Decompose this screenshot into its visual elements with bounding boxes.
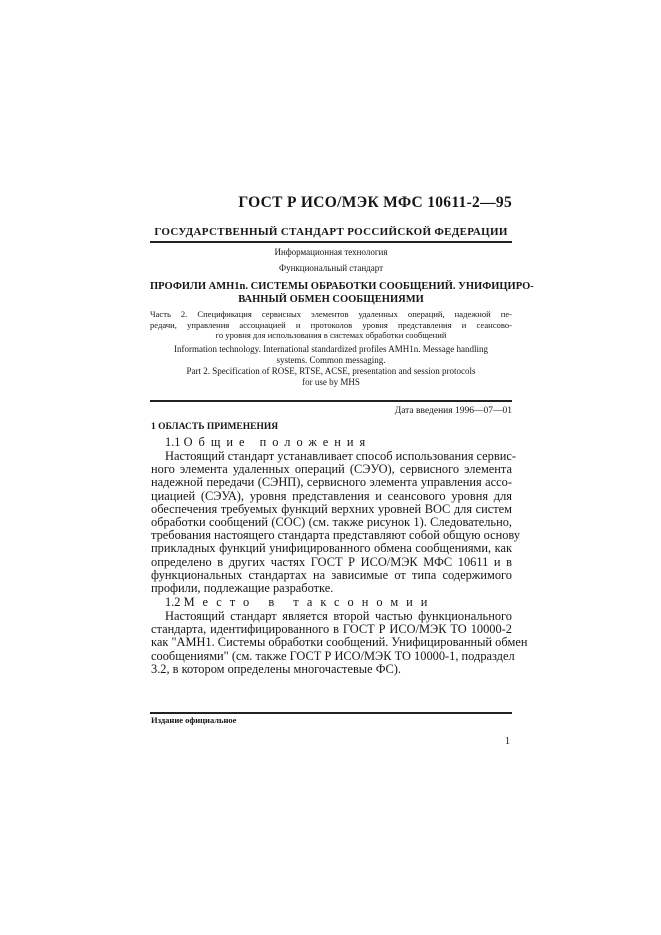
paragraph-line: функциональных стандартах на зависимые от типа содержимого xyxy=(151,567,512,582)
subsection-title: Общие положения xyxy=(183,435,372,449)
paragraph-line: как "АМН1. Системы обработки сообщений. Унифицированный обмен xyxy=(151,635,528,650)
field-label: Информационная технология xyxy=(274,247,388,257)
subsection-heading xyxy=(165,596,435,610)
subsection-title: Место в таксономии xyxy=(183,595,436,609)
paragraph-line: циацией (СЭУА), уровня представления и сеансового уровня для xyxy=(151,488,512,503)
paragraph-line: 3.2, в котором определены многочастевые ФС). xyxy=(151,661,402,676)
subsection-heading xyxy=(165,436,371,450)
section-heading: 1 ОБЛАСТЬ ПРИМЕНЕНИЯ xyxy=(151,422,279,432)
paragraph-line: надежной передачи (СЭНП), сервисного элемента управления ассо- xyxy=(151,475,512,490)
standard-designation: ГОСТ Р ИСО/МЭК МФС 10611-2—95 xyxy=(238,194,512,211)
subsection-number: 1.2 xyxy=(165,595,181,609)
paragraph-line: ного элемента удаленных операций (СЭУО), сервисного элемента xyxy=(151,462,512,477)
page-number: 1 xyxy=(505,736,510,747)
english-line: for use by MHS xyxy=(302,377,360,387)
paragraph-line: сообщениями" (см. также ГОСТ Р ИСО/МЭК ТО 10000-1, подраздел xyxy=(151,648,515,663)
paragraph-line: обеспечения требуемых функций верхних уровней ВОС для систем xyxy=(151,501,512,516)
part-line: го уровня для использования в системах обработки сообщений xyxy=(215,330,447,340)
kind-label: Функциональный стандарт xyxy=(278,263,384,273)
english-line: Part 2. Specification of ROSE, RTSE, ACSE, presentation and session protocols xyxy=(186,366,476,376)
paragraph-line: обработки сообщений (СОС) (см. также рисунок 1). Следовательно, xyxy=(151,515,512,529)
part-line: Часть 2. Спецификация сервисных элементов удаленных операций, надежной пе- xyxy=(150,309,512,319)
paragraph-line: Настоящий стандарт является второй частью функционального xyxy=(165,609,512,623)
subsection-number: 1.1 xyxy=(165,435,181,449)
english-line: Information technology. International standardized profiles AMH1n. Message handling xyxy=(173,344,489,354)
paragraph-line: определено в других частях ГОСТ Р ИСО/МЭК МФС 10611 и в xyxy=(151,554,512,569)
title-line: ПРОФИЛИ АМН1n. СИСТЕМЫ ОБРАБОТКИ СООБЩЕНИЙ. УНИФИЦИРО- xyxy=(150,281,534,292)
effective-date: Дата введения 1996—07—01 xyxy=(394,406,512,416)
paragraph-line: стандарта, идентифицированного в ГОСТ Р ИСО/МЭК ТО 10000-2 xyxy=(151,622,512,637)
part-line: редачи, управления ассоциацией и протоколов уровня представления и сеансово- xyxy=(150,319,512,330)
header-rule xyxy=(150,241,512,243)
paragraph-line: профили, подлежащие разработке. xyxy=(151,581,334,595)
title-line: ВАННЫЙ ОБМЕН СООБЩЕНИЯМИ xyxy=(238,294,424,305)
paragraph-line: Настоящий стандарт устанавливает способ использования сервис- xyxy=(165,449,516,463)
paragraph-line: требования настоящего стандарта представляют собой общую основу xyxy=(151,528,521,543)
paragraph-line: прикладных функций унифицированного обмена сообщениями, как xyxy=(151,541,512,556)
english-line: systems. Common messaging. xyxy=(276,355,386,365)
state-standard-label: ГОСУДАРСТВЕННЫЙ СТАНДАРТ РОССИЙСКОЙ ФЕДЕРАЦИИ xyxy=(154,226,508,238)
footer-rule xyxy=(150,712,512,714)
edition-label: Издание официальное xyxy=(151,715,237,725)
title-rule xyxy=(150,400,512,402)
